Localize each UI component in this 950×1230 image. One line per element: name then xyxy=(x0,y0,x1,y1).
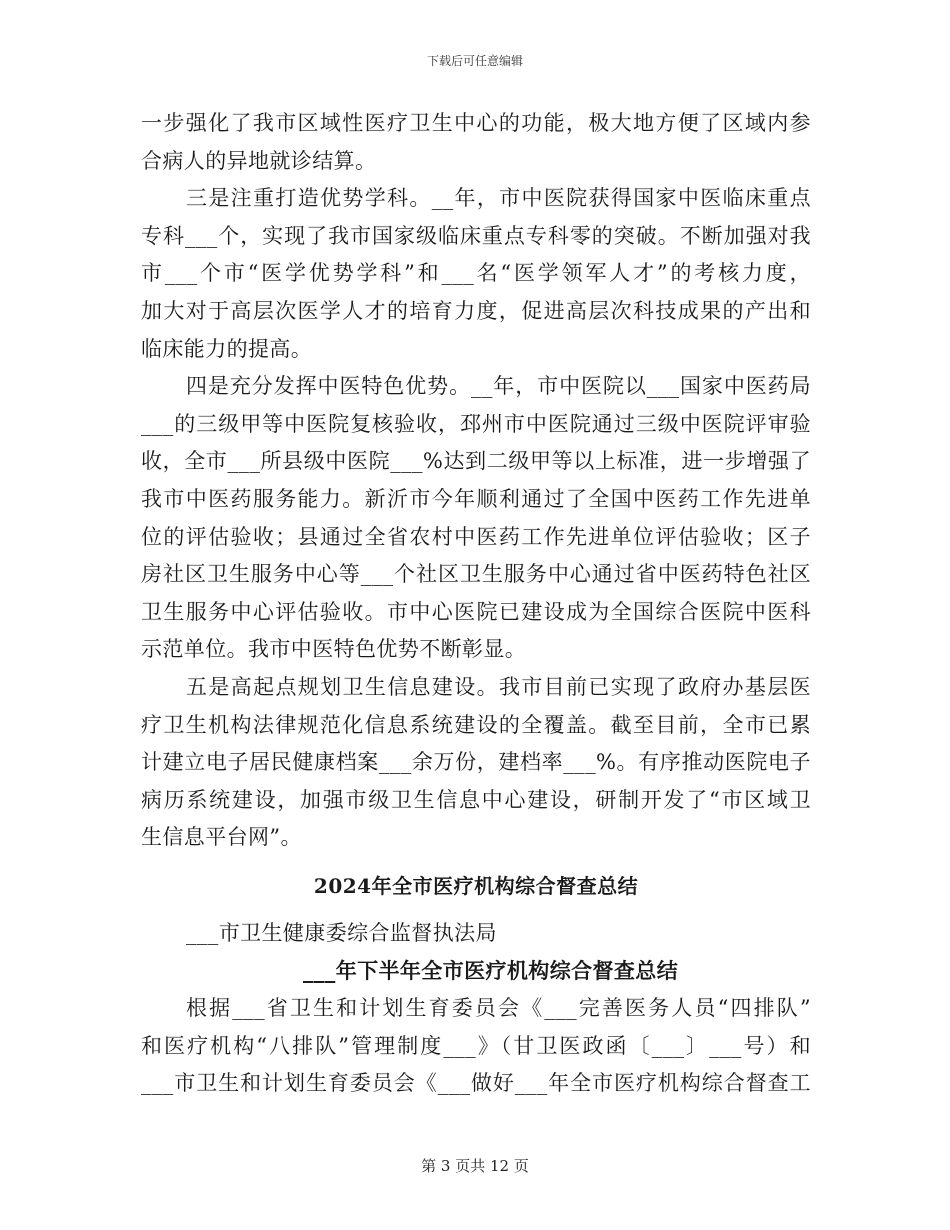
text-line: 位的评估验收；县通过全省农村中医药工作先进单位评估验收；区子 xyxy=(141,524,811,549)
text-line: 三是注重打造优势学科。__年，市中医院获得国家中医临床重点 xyxy=(186,186,811,211)
page-header-note: 下载后可任意编辑 xyxy=(426,54,523,68)
text-line: 卫生服务中心评估验收。市中心医院已建设成为全国综合医院中医科 xyxy=(141,599,811,624)
text-line: 病历系统建设，加强市级卫生信息中心建设，研制开发了“市区域卫 xyxy=(141,787,811,812)
section-subtitle: ___年下半年全市医疗机构综合督查总结 xyxy=(303,958,679,984)
paragraph-1 xyxy=(141,105,811,180)
text-line: 五是高起点规划卫生信息建设。我市目前已实现了政府办基层医 xyxy=(186,674,811,699)
document-body xyxy=(141,105,811,1103)
text-line: 计建立电子居民健康档案___余万份，建档率___%。有序推动医院电子 xyxy=(141,750,811,775)
text-line: 收，全市___所县级中医院___%达到二级甲等以上标准，进一步增强了 xyxy=(141,449,811,474)
text-line: 四是充分发挥中医特色优势。__年，市中医院以___国家中医药局 xyxy=(186,374,811,399)
text-line: 市___个市“医学优势学科”和___名“医学领军人才”的考核力度， xyxy=(141,261,811,286)
text-line: 疗卫生机构法律规范化信息系统建设的全覆盖。截至目前，全市已累 xyxy=(141,712,811,737)
text-line: 加大对于高层次医学人才的培育力度，促进高层次科技成果的产出和 xyxy=(141,298,811,323)
text-line: 房社区卫生服务中心等___个社区卫生服务中心通过省中医药特色社区 xyxy=(141,562,811,587)
paragraph-3 xyxy=(141,368,811,669)
text-line: ___市卫生和计划生育委员会《___做好___年全市医疗机构综合督查工 xyxy=(141,1071,811,1096)
text-line: 专科___个，实现了我市国家级临床重点专科零的突破。不断加强对我 xyxy=(141,223,811,248)
text-line: ___的三级甲等中医院复核验收，邳州市中医院通过三级中医院评审验 xyxy=(141,411,811,436)
text-line: 一步强化了我市区域性医疗卫生中心的功能，极大地方便了区域内参 xyxy=(141,111,811,135)
text-line: 生信息平台网”。 xyxy=(141,825,302,850)
paragraph-4 xyxy=(141,669,811,857)
page-number: 第 3 页共 12 页 xyxy=(421,1157,529,1175)
text-line: 我市中医药服务能力。新沂市今年顺利通过了全国中医药工作先进单 xyxy=(141,486,811,511)
paragraph-2 xyxy=(141,180,811,368)
text-line: 示范单位。我市中医特色优势不断彰显。 xyxy=(141,637,527,662)
text-line: 临床能力的提高。 xyxy=(141,336,313,361)
paragraph-5 xyxy=(141,990,811,1103)
section-title: 2024年全市医疗机构综合督查总结 xyxy=(313,873,639,898)
text-line: 和医疗机构“八排队”管理制度___》（甘卫医政函〔___〕___号）和 xyxy=(141,1033,811,1058)
issuing-organization: ___市卫生健康委综合监督执法局 xyxy=(186,920,497,945)
text-line: 合病人的异地就诊结算。 xyxy=(141,148,377,173)
text-line: 根据___省卫生和计划生育委员会《___完善医务人员“四排队” xyxy=(186,996,811,1021)
